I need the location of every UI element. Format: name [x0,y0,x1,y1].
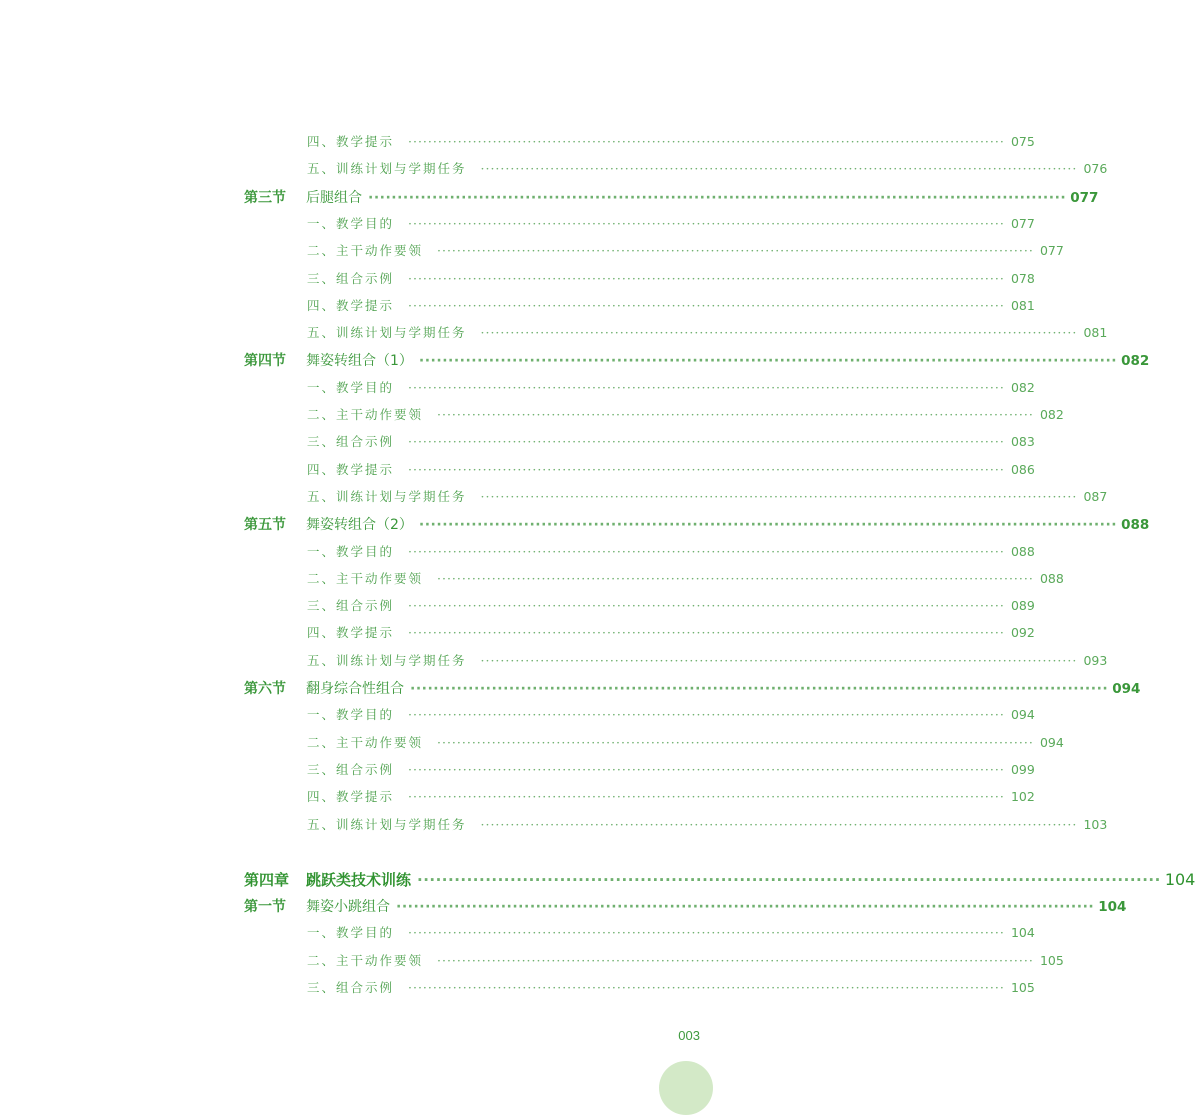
toc-prefix: 第四节 [244,353,286,370]
toc-title: 舞姿小跳组合 [306,899,390,916]
dot-leader: ························································································································ [408,761,1005,777]
toc-page-number: 094 [1010,707,1035,723]
toc-item [307,159,1108,177]
toc-title: 三、组合示例 [307,434,395,450]
toc-title: 后腿组合 [306,189,362,206]
page-number: 003 [678,1028,700,1043]
toc-title: 一、教学目的 [307,543,395,559]
toc-title: 五、训练计划与学期任务 [307,325,467,341]
dot-leader: ························································································································ [410,681,1109,697]
toc-page-number: 094 [1112,681,1141,697]
toc-item [307,623,1035,641]
toc-item [307,733,1064,751]
toc-page-number: 078 [1010,270,1035,286]
toc-item [307,460,1035,478]
toc-prefix: 第六节 [244,681,286,697]
toc-page-number: 081 [1010,297,1035,313]
dot-leader: ························································································································ [437,952,1034,968]
dot-leader: ························································································································ [437,734,1034,750]
toc-title: 翻身综合性组合 [306,681,404,697]
toc-item [307,241,1064,259]
toc-page-number: 086 [1010,461,1035,477]
toc-section [244,187,1099,207]
dot-leader: ························································································································ [417,870,1161,889]
toc-page-number: 087 [1083,488,1108,504]
toc-title: 一、教学目的 [307,215,395,231]
toc-title: 五、训练计划与学期任务 [307,652,467,668]
toc-prefix: 第一节 [244,899,286,916]
toc-page-number: 088 [1010,543,1035,559]
toc-page-number: 075 [1010,134,1035,149]
toc-item [307,542,1035,560]
toc-page-number: 076 [1083,161,1108,177]
toc-page-number: 105 [1010,980,1035,995]
toc-page-number: 088 [1121,517,1150,534]
toc-page-number: 102 [1010,789,1035,805]
toc-page-number: 082 [1039,407,1064,422]
toc-title: 跳跃类技术训练 [306,870,412,889]
toc-page-number: 077 [1010,215,1035,231]
dot-leader: ························································································································ [368,189,1067,206]
toc-prefix: 第三节 [244,189,286,206]
toc-page-number: 077 [1039,243,1064,259]
toc-chapter [244,869,1195,890]
toc-title: 四、教学提示 [307,134,395,149]
toc-item [307,214,1035,232]
toc-item [307,405,1064,423]
dot-leader: ························································································································ [437,243,1034,259]
dot-leader: ························································································································ [480,488,1078,504]
dot-leader: ························································································································ [408,215,1005,231]
decorative-circle [659,1061,713,1115]
dot-leader: ························································································································ [480,325,1078,341]
toc-item [307,951,1064,969]
toc-title: 一、教学目的 [307,379,395,395]
toc-title: 三、组合示例 [307,980,395,995]
toc-item [307,323,1108,341]
toc-item [307,760,1035,778]
toc-title: 二、主干动作要领 [307,570,424,586]
toc-title: 三、组合示例 [307,761,395,777]
toc-page-number: 105 [1039,952,1064,968]
dot-leader: ························································································································ [480,161,1078,177]
toc-title: 三、组合示例 [307,270,395,286]
toc-item [307,651,1108,669]
toc-page-number: 099 [1010,761,1035,777]
toc-title: 舞姿转组合（1） [306,353,413,370]
toc-title: 二、主干动作要领 [307,734,424,750]
toc-title: 二、主干动作要领 [307,952,424,968]
dot-leader: ························································································································ [437,570,1034,586]
toc-item [307,132,1035,150]
toc-title: 五、训练计划与学期任务 [307,816,467,832]
dot-leader: ························································································································ [408,134,1005,149]
toc-title: 五、训练计划与学期任务 [307,488,467,504]
toc-page-number: 104 [1010,925,1035,941]
toc-page-number: 083 [1010,434,1035,450]
toc-item [307,787,1035,805]
toc-page-number: 094 [1039,734,1064,750]
dot-leader: ························································································································ [437,407,1034,422]
dot-leader: ························································································································ [480,652,1078,668]
dot-leader: ························································································································ [418,353,1118,370]
toc-item [307,487,1108,505]
toc-page-number: 104 [1098,899,1127,916]
toc-page-number: 103 [1083,816,1108,832]
dot-leader: ························································································································ [408,379,1005,395]
toc-prefix: 第四章 [244,870,290,889]
toc-page-number: 093 [1083,652,1108,668]
dot-leader: ························································································································ [396,899,1095,916]
dot-leader: ························································································································ [408,434,1005,450]
dot-leader: ························································································································ [408,543,1005,559]
toc-page-number: 104 [1164,869,1195,889]
toc-title: 二、主干动作要领 [307,407,424,422]
toc-title: 一、教学目的 [307,707,395,723]
toc-page-number: 088 [1039,570,1064,586]
dot-leader: ························································································································ [408,461,1005,477]
toc-page-number: 082 [1121,353,1150,370]
toc-prefix: 第五节 [244,517,286,534]
toc-section [244,896,1127,916]
toc-item [307,705,1035,723]
toc-title: 四、教学提示 [307,789,395,805]
toc-item [307,378,1035,396]
toc-title: 四、教学提示 [307,461,395,477]
dot-leader: ························································································································ [408,625,1005,641]
toc-title: 舞姿转组合（2） [306,517,413,534]
toc-title: 一、教学目的 [307,925,395,941]
toc-title: 五、训练计划与学期任务 [307,161,467,177]
dot-leader: ························································································································ [408,707,1005,723]
toc-item [307,923,1035,941]
dot-leader: ························································································································ [408,297,1005,313]
toc-page-number: 081 [1083,325,1108,341]
toc-section [244,350,1150,370]
toc-page-number: 077 [1070,189,1099,206]
dot-leader: ························································································································ [408,598,1005,614]
toc-section [244,678,1141,698]
dot-leader: ························································································································ [408,925,1005,941]
dot-leader: ························································································································ [408,270,1005,286]
toc-page-number: 092 [1010,625,1035,641]
toc-item [307,296,1035,314]
toc-title: 四、教学提示 [307,297,395,313]
toc-title: 二、主干动作要领 [307,243,424,259]
toc-page-number: 089 [1010,598,1035,614]
toc-item [307,569,1064,587]
toc-title: 四、教学提示 [307,625,395,641]
dot-leader: ························································································································ [408,789,1005,805]
toc-title: 三、组合示例 [307,598,395,614]
toc-item [307,432,1035,450]
dot-leader: ························································································································ [418,517,1118,534]
dot-leader: ························································································································ [480,816,1078,832]
toc-item [307,269,1035,287]
toc-page-number: 082 [1010,379,1035,395]
toc-item [307,978,1035,996]
toc-item [307,596,1035,614]
toc-item [307,815,1108,833]
toc-section [244,514,1150,534]
dot-leader: ························································································································ [408,980,1005,995]
